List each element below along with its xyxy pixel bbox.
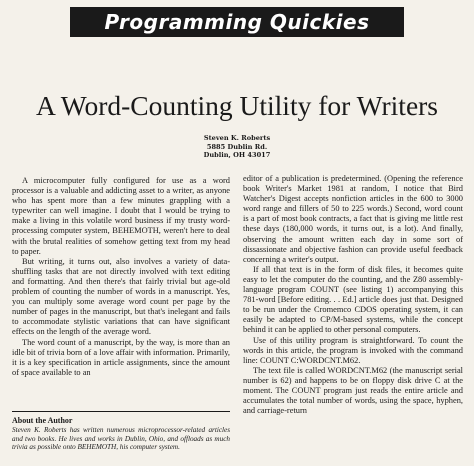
body-paragraph: If all that text is in the form of disk files, it becomes quite easy to let the computer do the counting, and the Z80 assembly-language program COUNT (see listing 1) accompanying this 781-word [Before editing. . . Ed.] article does just that. Designed to be run under the Cromemco CDOS operating system, it can easily be adapted to CP/M-based systems, while the concept behind it can be applied to other personal computers. bbox=[243, 264, 463, 335]
right-column bbox=[243, 174, 463, 416]
body-paragraph: But writing, it turns out, also involves a variety of data-shuffling tasks that are not directly involved with text editing and formatting. And then there's that fairly trivial but age-old problem of counting the number of words in a manuscript. Yes, you can multiply some average word count per page by the number of pages in the manuscript, but that's inelegant and fails to accommodate stylistic variations that can have significant effects on the length of the average word. bbox=[12, 256, 230, 337]
author-street: 5885 Dublin Rd. bbox=[206, 142, 268, 151]
left-column bbox=[12, 176, 230, 378]
author-byline bbox=[0, 134, 474, 160]
about-author-heading: About the Author bbox=[12, 416, 73, 425]
body-paragraph: editor of a publication is predetermined. (Opening the reference book Writer's Market 1981 at random, I notice that Bird Watcher's Digest accepts nonfiction articles in the 600 to 3000 word range and fillers of 50 to 225 words.) Second, word count is a part of most book contracts, a fact that is giving me little rest these days (180,000 words, it turns out, is a lot). And finally, observing the amount written each day in some sort of dissassionate and objective fashion can provide useful feedback concerning a writer's output. bbox=[243, 174, 463, 264]
section-banner: Programming Quickies bbox=[70, 7, 404, 37]
body-paragraph: The word count of a manuscript, by the way, is more than an idle bit of trivia born of a love affair with information. Primarily, it is a key specification in article assignments, since the amount of space available to an bbox=[12, 337, 230, 377]
about-author-text: Steven K. Roberts has written numerous microprocessor-related articles and two books. He lives and works in Dublin, Ohio, and offloads as much trivia as possible onto BEHEMOTH, his computer system. bbox=[12, 426, 230, 452]
body-paragraph: A microcomputer fully configured for use as a word processor is a valuable and addicting asset to a writer, as anyone who has spent more than a few minutes grappling with a typewriter can well imagine. I doubt that I would be trying to make a living in this volatile word business if my trusty word-processing computer system, BEHEMOTH, weren't here to deal with the brutal realities of somehow getting text from my head to paper. bbox=[12, 176, 230, 256]
about-author-box bbox=[12, 411, 230, 452]
body-paragraph: The text file is called WORDCNT.M62 (the manuscript serial number is 62) and happens to be on floppy disk drive C at the moment. The COUNT program just reads the entire article and accumulates the total number of words, using the space, hyphen, and carriage-return bbox=[243, 365, 463, 416]
author-name: Steven K. Roberts bbox=[203, 134, 271, 142]
body-paragraph: Use of this utility program is straightforward. To count the words in this article, the program is invoked with the command line: COUNT C:WORDCNT.M62. bbox=[243, 335, 463, 365]
author-city: Dublin, OH 43017 bbox=[203, 151, 271, 159]
article-title: A Word-Counting Utility for Writers bbox=[35, 90, 439, 121]
